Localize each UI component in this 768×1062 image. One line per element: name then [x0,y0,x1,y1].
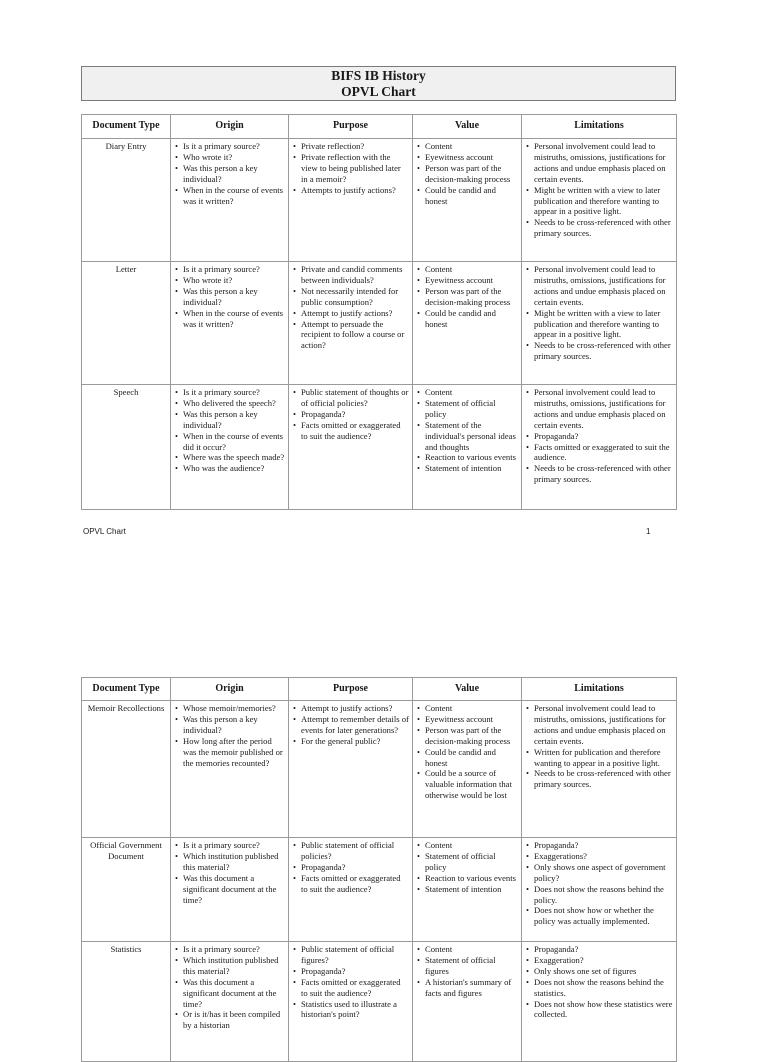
list-item: • Statement of official figures [425,955,518,977]
limitations-cell [522,385,677,510]
list-item: • Public statement of official figures? [301,944,409,966]
value-cell [413,262,522,385]
column-header: Limitations [522,115,677,139]
list-item: • Content [425,264,518,275]
list-item: • Statistics used to illustrate a historian's point? [301,999,409,1021]
list-item: • Propaganda? [534,840,673,851]
origin-cell [171,942,289,1062]
list-item: • Who wrote it? [183,152,285,163]
column-header: Origin [171,678,289,701]
list-item: • Content [425,944,518,955]
list-item: • Private reflection? [301,141,409,152]
list-item: • Needs to be cross-referenced with other primary sources. [534,217,673,239]
origin-cell [171,701,289,838]
value-cell [413,139,522,262]
origin-list [174,703,285,768]
list-item: • Propaganda? [301,966,409,977]
chart-title-box [81,66,676,101]
purpose-list [292,387,409,442]
value-list [416,840,518,895]
list-item: • Content [425,840,518,851]
value-list [416,141,518,206]
list-item: • Statement of official policy [425,851,518,873]
origin-list [174,387,285,474]
table-row [82,838,677,942]
limitations-list [525,703,673,790]
list-item: • Does not show how these statistics were collected. [534,999,673,1021]
list-item: • Which institution published this material? [183,955,285,977]
list-item: • How long after the period was the memoir published or the memories recounted? [183,736,285,769]
origin-cell [171,385,289,510]
limitations-cell [522,942,677,1062]
origin-list [174,944,285,1031]
purpose-cell [289,701,413,838]
origin-cell [171,262,289,385]
purpose-cell [289,838,413,942]
value-list [416,703,518,801]
origin-list [174,840,285,905]
limitations-list [525,387,673,485]
limitations-list [525,264,673,362]
title-line-2: OPVL Chart [341,84,416,99]
list-item: • Is it a primary source? [183,840,285,851]
list-item: • Whose memoir/memories? [183,703,285,714]
column-header: Origin [171,115,289,139]
list-item: • Statement of intention [425,463,518,474]
list-item: • Only shows one aspect of government policy? [534,862,673,884]
table-row [82,385,677,510]
list-item: • When in the course of events did it occur? [183,431,285,453]
list-item: • Reaction to various events [425,873,518,884]
list-item: • Propaganda? [301,862,409,873]
list-item: • Eyewitness account [425,152,518,163]
title-line-1: BIFS IB History [331,68,426,83]
list-item: • Content [425,141,518,152]
list-item: • When in the course of events was it written? [183,185,285,207]
list-item: • Statement of the individual's personal ideas and thoughts [425,420,518,453]
value-list [416,264,518,329]
column-header: Purpose [289,678,413,701]
value-list [416,387,518,474]
list-item: • Is it a primary source? [183,141,285,152]
list-item: • Personal involvement could lead to mistruths, omissions, justifications for actions and undue emphasis placed on certain events. [534,141,673,185]
column-header: Document Type [82,115,171,139]
list-item: • Eyewitness account [425,275,518,286]
value-cell [413,701,522,838]
list-item: • A historian's summary of facts and figures [425,977,518,999]
opvl-table-page-2 [81,677,677,1062]
opvl-table-page-1 [81,114,677,510]
list-item: • Person was part of the decision-making process [425,163,518,185]
list-item: • Is it a primary source? [183,264,285,275]
list-item: • Attempts to justify actions? [301,185,409,196]
list-item: • Propaganda? [534,431,673,442]
purpose-list [292,703,409,747]
list-item: • Who wrote it? [183,275,285,286]
value-list [416,944,518,999]
purpose-list [292,141,409,196]
origin-list [174,264,285,329]
origin-cell [171,838,289,942]
list-item: • Where was the speech made? [183,452,285,463]
list-item: • Was this document a significant document at the time? [183,977,285,1010]
limitations-cell [522,139,677,262]
list-item: • Personal involvement could lead to mistruths, omissions, justifications for actions and undue emphasis placed on certain events. [534,387,673,431]
list-item: • Does not show the reasons behind the policy. [534,884,673,906]
list-item: • Exaggeration? [534,955,673,966]
list-item: • Needs to be cross-referenced with other primary sources. [534,340,673,362]
column-header: Value [413,678,522,701]
list-item: • Could be candid and honest [425,747,518,769]
list-item: • Needs to be cross-referenced with other primary sources. [534,768,673,790]
document-type-cell: Letter [82,262,171,385]
list-item: • Written for publication and therefore wanting to appear in a positive light. [534,747,673,769]
list-item: • Statement of official policy [425,398,518,420]
list-item: • Facts omitted or exaggerated to suit the audience? [301,873,409,895]
list-item: • Attempt to persuade the recipient to follow a course or action? [301,319,409,352]
list-item: • Facts omitted or exaggerated to suit the audience? [301,977,409,999]
purpose-cell [289,262,413,385]
list-item: • Personal involvement could lead to mistruths, omissions, justifications for actions and undue emphasis placed on certain events. [534,264,673,308]
list-item: • Does not show the reasons behind the statistics. [534,977,673,999]
origin-cell [171,139,289,262]
purpose-list [292,840,409,895]
list-item: • Exaggerations? [534,851,673,862]
list-item: • Statement of intention [425,884,518,895]
value-cell [413,838,522,942]
list-item: • Or is it/has it been compiled by a historian [183,1009,285,1031]
list-item: • Might be written with a view to later publication and therefore wanting to appear in a positive light. [534,185,673,218]
list-item: • Could be candid and honest [425,308,518,330]
list-item: • Is it a primary source? [183,387,285,398]
table-row [82,942,677,1062]
list-item: • Was this document a significant document at the time? [183,873,285,906]
list-item: • Which institution published this material? [183,851,285,873]
limitations-list [525,944,673,1020]
document-type-cell: Diary Entry [82,139,171,262]
list-item: • Was this person a key individual? [183,714,285,736]
table-row [82,262,677,385]
list-item: • Was this person a key individual? [183,163,285,185]
list-item: • Propaganda? [534,944,673,955]
list-item: • Was this person a key individual? [183,286,285,308]
list-item: • Content [425,703,518,714]
document-type-cell: Speech [82,385,171,510]
list-item: • Could be a source of valuable information that otherwise would be lost [425,768,518,801]
list-item: • Personal involvement could lead to mistruths, omissions, justifications for actions and undue emphasis placed on certain events. [534,703,673,747]
list-item: • Content [425,387,518,398]
list-item: • Who delivered the speech? [183,398,285,409]
list-item: • Only shows one set of figures [534,966,673,977]
document-type-cell: Memoir Recollections [82,701,171,838]
limitations-cell [522,838,677,942]
list-item: • Private reflection with the view to being published later in a memoir? [301,152,409,185]
list-item: • Was this person a key individual? [183,409,285,431]
column-header: Purpose [289,115,413,139]
list-item: • Does not show how or whether the policy was actually implemented. [534,905,673,927]
limitations-cell [522,701,677,838]
list-item: • Propaganda? [301,409,409,420]
value-cell [413,385,522,510]
list-item: • Person was part of the decision-making process [425,725,518,747]
list-item: • Is it a primary source? [183,944,285,955]
list-item: • For the general public? [301,736,409,747]
purpose-cell [289,942,413,1062]
list-item: • Might be written with a view to later publication and therefore wanting to appear in a positive light. [534,308,673,341]
column-header: Value [413,115,522,139]
purpose-list [292,944,409,1020]
list-item: • Needs to be cross-referenced with other primary sources. [534,463,673,485]
page-number: 1 [646,527,651,536]
list-item: • Public statement of official policies? [301,840,409,862]
purpose-list [292,264,409,351]
list-item: • Not necessarily intended for public consumption? [301,286,409,308]
footer-label: OPVL Chart [83,527,126,536]
limitations-cell [522,262,677,385]
origin-list [174,141,285,206]
purpose-cell [289,385,413,510]
column-header: Document Type [82,678,171,701]
list-item: • Could be candid and honest [425,185,518,207]
list-item: • When in the course of events was it written? [183,308,285,330]
table-row [82,701,677,838]
list-item: • Public statement of thoughts or of official policies? [301,387,409,409]
list-item: • Attempt to justify actions? [301,703,409,714]
purpose-cell [289,139,413,262]
document-type-cell: Official Government Document [82,838,171,942]
limitations-list [525,840,673,927]
value-cell [413,942,522,1062]
table-row [82,139,677,262]
list-item: • Person was part of the decision-making process [425,286,518,308]
list-item: • Eyewitness account [425,714,518,725]
list-item: • Attempt to remember details of events for later generations? [301,714,409,736]
column-header: Limitations [522,678,677,701]
list-item: • Reaction to various events [425,452,518,463]
list-item: • Private and candid comments between individuals? [301,264,409,286]
limitations-list [525,141,673,239]
list-item: • Who was the audience? [183,463,285,474]
document-type-cell: Statistics [82,942,171,1062]
list-item: • Facts omitted or exaggerated to suit the audience? [301,420,409,442]
list-item: • Facts omitted or exaggerated to suit the audience. [534,442,673,464]
list-item: • Attempt to justify actions? [301,308,409,319]
